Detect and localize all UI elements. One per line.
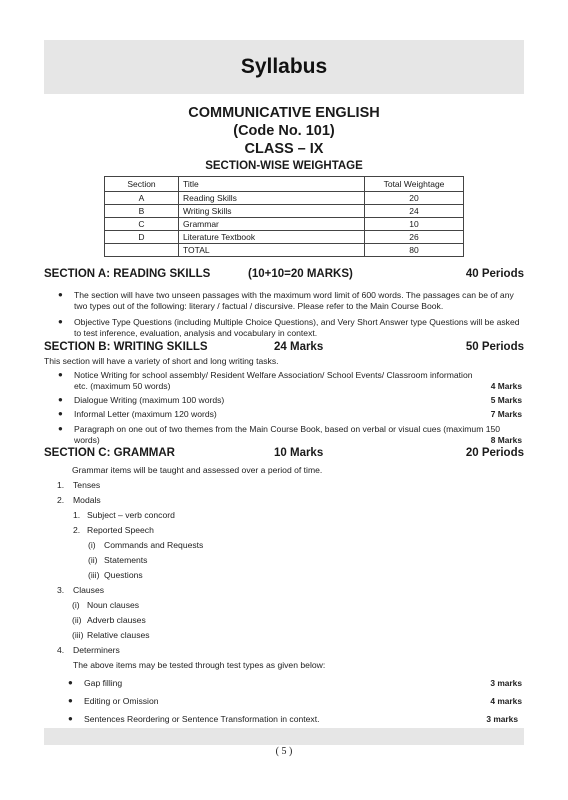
table-cell [105, 244, 179, 257]
list-item [68, 696, 522, 707]
list-label: Commands and Requests [104, 540, 204, 550]
bullet-icon: ● [58, 409, 63, 418]
table-header: Section [105, 177, 179, 192]
subject-code: (Code No. 101) [233, 123, 335, 139]
list-label: Noun clauses [87, 600, 140, 610]
bullet-text: Gap filling [84, 678, 123, 688]
table-cell: 26 [365, 231, 464, 244]
table-cell: Writing Skills [179, 205, 365, 218]
section-b-title: SECTION B: WRITING SKILLS [44, 341, 208, 353]
list-number: (i) [88, 540, 96, 550]
list-item [68, 678, 522, 689]
table-cell: Literature Textbook [179, 231, 365, 244]
class-title: CLASS – IX [244, 141, 324, 157]
marks-label: 3 marks [486, 714, 518, 724]
bullet-icon: ● [58, 317, 63, 326]
section-c-title: SECTION C: GRAMMAR [44, 447, 175, 459]
list-item [58, 424, 522, 445]
table-header: Title [179, 177, 365, 192]
table-row [105, 205, 464, 218]
section-b-intro: This section will have a variety of short and long writing tasks. [44, 356, 279, 366]
table-cell: D [105, 231, 179, 244]
list-number: 2. [57, 495, 65, 505]
marks-label: 8 Marks [490, 434, 522, 445]
list-label: Statements [104, 555, 148, 565]
bullet-text: The section will have two unseen passages with the maximum word limit of 600 words. The passages can be of any two types out of the following: literary / factual / discursive. Please refer to the Main Course Book. [74, 290, 514, 311]
bullet-text: Dialogue Writing (maximum 100 words) [74, 395, 225, 405]
weightage-table [104, 176, 464, 257]
syllabus-banner [44, 40, 524, 94]
table-row [105, 192, 464, 205]
table-row [105, 231, 464, 244]
marks-label: 5 Marks [490, 395, 522, 405]
bullet-text: Paragraph on one out of two themes from the Main Course Book, based on verbal or visual cues (maximum 150 words) [74, 424, 501, 445]
section-b-periods: 50 Periods [465, 341, 524, 353]
list-label: Subject – verb concord [87, 510, 175, 520]
bullet-text: Objective Type Questions (including Multiple Choice Questions), and Very Short Answer type Questions will be asked to test inference, evaluation, analysis and vocabulary in context. [74, 317, 520, 338]
list-number: 1. [73, 510, 81, 520]
bullet-text: Editing or Omission [84, 696, 159, 706]
list-number: 2. [73, 525, 81, 535]
list-number: (iii) [72, 630, 84, 640]
list-label: Questions [104, 570, 143, 580]
list-item [68, 714, 518, 725]
bullet-icon: ● [58, 370, 63, 379]
bullet-icon: ● [58, 395, 63, 404]
table-cell: 80 [365, 244, 464, 257]
table-header: Total Weightage [365, 177, 464, 192]
table-cell: C [105, 218, 179, 231]
list-label: Relative clauses [87, 630, 150, 640]
banner-title: Syllabus [240, 55, 328, 78]
bullet-icon: ● [58, 290, 63, 299]
bullet-icon: ● [58, 424, 63, 433]
marks-label: 4 Marks [490, 380, 522, 391]
weightage-title: SECTION-WISE WEIGHTAGE [205, 160, 363, 172]
document-heading [44, 104, 524, 174]
list-label: Clauses [73, 585, 105, 595]
test-types-intro: The above items may be tested through test types as given below: [73, 660, 326, 670]
list-label: Reported Speech [87, 525, 154, 535]
table-cell: Grammar [179, 218, 365, 231]
list-item [58, 290, 522, 311]
list-number: (iii) [88, 570, 100, 580]
subject-title: COMMUNICATIVE ENGLISH [188, 105, 380, 121]
bullet-text: Informal Letter (maximum 120 words) [74, 409, 217, 419]
section-c-marks: 10 Marks [274, 447, 324, 459]
list-number: (ii) [88, 555, 98, 565]
list-number: (i) [72, 600, 80, 610]
table-cell: TOTAL [179, 244, 365, 257]
table-cell: Reading Skills [179, 192, 365, 205]
table-cell: A [105, 192, 179, 205]
marks-label: 3 marks [490, 678, 522, 688]
table-row [105, 218, 464, 231]
list-label: Determiners [73, 645, 120, 655]
marks-label: 4 marks [490, 696, 522, 706]
section-a-marks: (10+10=20 MARKS) [248, 268, 353, 280]
table-cell: 10 [365, 218, 464, 231]
table-total-row [105, 244, 464, 257]
section-c-heading [44, 447, 524, 462]
list-number: 3. [57, 585, 65, 595]
bullet-icon: ● [68, 696, 73, 705]
page-number: ( 5 ) [275, 746, 293, 757]
bullet-icon: ● [68, 714, 73, 723]
list-label: Adverb clauses [87, 615, 146, 625]
table-cell: 20 [365, 192, 464, 205]
table-cell: B [105, 205, 179, 218]
section-b-heading [44, 341, 524, 356]
bullet-icon: ● [68, 678, 73, 687]
section-a-title: SECTION A: READING SKILLS [44, 268, 211, 280]
list-label: Modals [73, 495, 101, 505]
list-item [58, 370, 522, 391]
bullet-text: Notice Writing for school assembly/ Resident Welfare Association/ School Events/ Classroom information etc. (maximum 50 words) [74, 370, 473, 391]
section-c-intro: Grammar items will be taught and assessed over a period of time. [72, 465, 323, 475]
list-item [58, 409, 522, 420]
footer-bar [44, 728, 524, 745]
list-number: 1. [57, 480, 65, 490]
bullet-text: Sentences Reordering or Sentence Transformation in context. [84, 714, 320, 724]
list-item [58, 395, 522, 406]
section-b-marks: 24 Marks [274, 341, 324, 353]
list-label: Tenses [73, 480, 101, 490]
section-c-periods: 20 Periods [465, 447, 524, 459]
list-number: (ii) [72, 615, 82, 625]
section-a-periods: 40 Periods [465, 268, 524, 280]
table-header-row [105, 177, 464, 192]
table-cell: 24 [365, 205, 464, 218]
section-a-heading [44, 268, 524, 283]
list-item [58, 317, 522, 338]
marks-label: 7 Marks [490, 409, 522, 419]
list-number: 4. [57, 645, 65, 655]
